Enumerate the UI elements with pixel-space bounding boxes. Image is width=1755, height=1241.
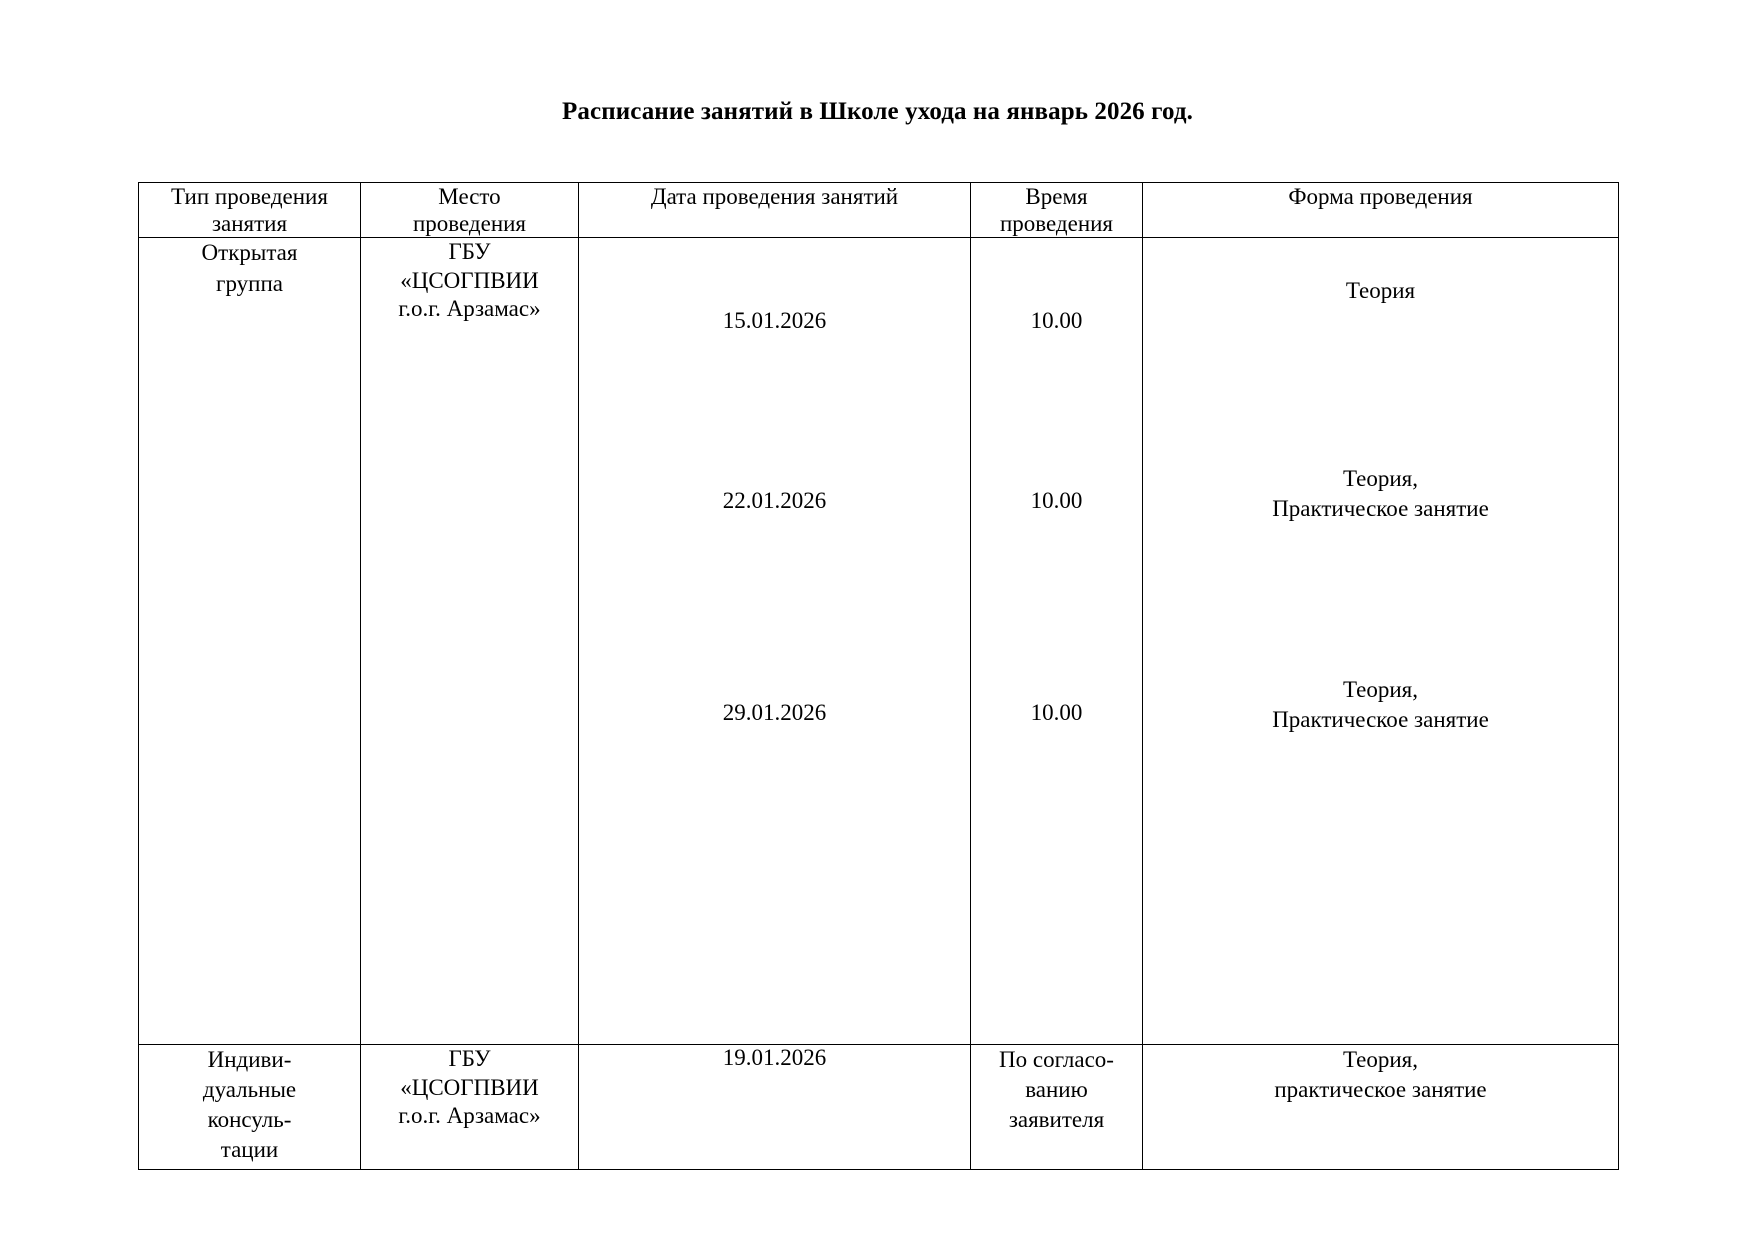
form-entry-2-line2: Практическое занятие <box>1272 496 1489 522</box>
cell-dates-open-group <box>579 238 971 1045</box>
time-entry-3: 10.00 <box>1030 700 1083 726</box>
header-place-line1: Место <box>438 184 501 209</box>
cell-date-individual: 19.01.2026 <box>579 1045 971 1170</box>
header-date <box>579 183 971 238</box>
form-entry-3 <box>1143 675 1618 735</box>
table-row <box>139 238 1619 1045</box>
ind-form-line1: Теория, <box>1342 1047 1419 1073</box>
place-line1: ГБУ <box>448 239 491 265</box>
form-entry-3-line1: Теория, <box>1342 677 1419 703</box>
header-place <box>361 183 579 238</box>
cell-times-open-group <box>971 238 1143 1045</box>
form-entry-1 <box>1143 276 1618 306</box>
ind-time-line2: ванию <box>1025 1077 1088 1103</box>
header-type-line2: занятия <box>211 211 288 237</box>
ind-place-line1: ГБУ <box>448 1046 491 1072</box>
cell-forms-open-group <box>1143 238 1619 1045</box>
table-row <box>139 1045 1619 1170</box>
time-entry-1: 10.00 <box>1030 308 1083 334</box>
date-entry-1: 15.01.2026 <box>722 308 827 334</box>
form-entry-3-line2: Практическое занятие <box>1272 707 1489 733</box>
header-form <box>1143 183 1619 238</box>
date-entry-3: 29.01.2026 <box>722 700 827 726</box>
table-header-row <box>139 183 1619 238</box>
type-line1: Открытая <box>201 240 298 266</box>
ind-type-line4: тации <box>220 1136 279 1162</box>
page-title: Расписание занятий в Школе ухода на январь 2026 год. <box>562 98 1193 125</box>
place-line2: «ЦСОГПВИИ <box>400 267 539 293</box>
form-entry-2-line1: Теория, <box>1342 466 1419 492</box>
cell-time-individual <box>971 1045 1143 1170</box>
ind-place-line3: г.о.г. Арзамас» <box>398 1103 541 1129</box>
cell-type-open-group <box>139 238 361 1045</box>
ind-form-line2: практическое занятие <box>1274 1077 1487 1103</box>
form-entry-1-line1: Теория <box>1345 278 1416 304</box>
type-line2: группа <box>216 270 283 296</box>
ind-type-line3: консуль- <box>207 1107 292 1133</box>
ind-time-line3: заявителя <box>1008 1107 1105 1133</box>
cell-form-individual <box>1143 1045 1619 1170</box>
time-entry-2: 10.00 <box>1030 488 1083 514</box>
header-type-line1: Тип проведения <box>171 184 328 209</box>
ind-place-line2: «ЦСОГПВИИ <box>400 1074 539 1100</box>
header-time-line1: Время <box>1025 184 1088 209</box>
schedule-table <box>138 182 1619 1170</box>
header-place-line2: проведения <box>412 211 527 237</box>
cell-place-individual <box>361 1045 579 1170</box>
cell-type-individual <box>139 1045 361 1170</box>
place-line3: г.о.г. Арзамас» <box>398 296 541 322</box>
ind-type-line2: дуальные <box>202 1077 297 1103</box>
cell-place-open-group <box>361 238 579 1045</box>
header-time-line2: проведения <box>999 211 1114 237</box>
header-form-line1: Форма проведения <box>1288 184 1473 209</box>
header-type <box>139 183 361 238</box>
header-time <box>971 183 1143 238</box>
ind-type-line1: Индиви- <box>207 1047 292 1073</box>
date-entry-2: 22.01.2026 <box>722 488 827 514</box>
ind-time-line1: По согласо- <box>999 1047 1114 1073</box>
header-date-line1: Дата проведения занятий <box>650 184 899 209</box>
form-entry-2 <box>1143 464 1618 524</box>
